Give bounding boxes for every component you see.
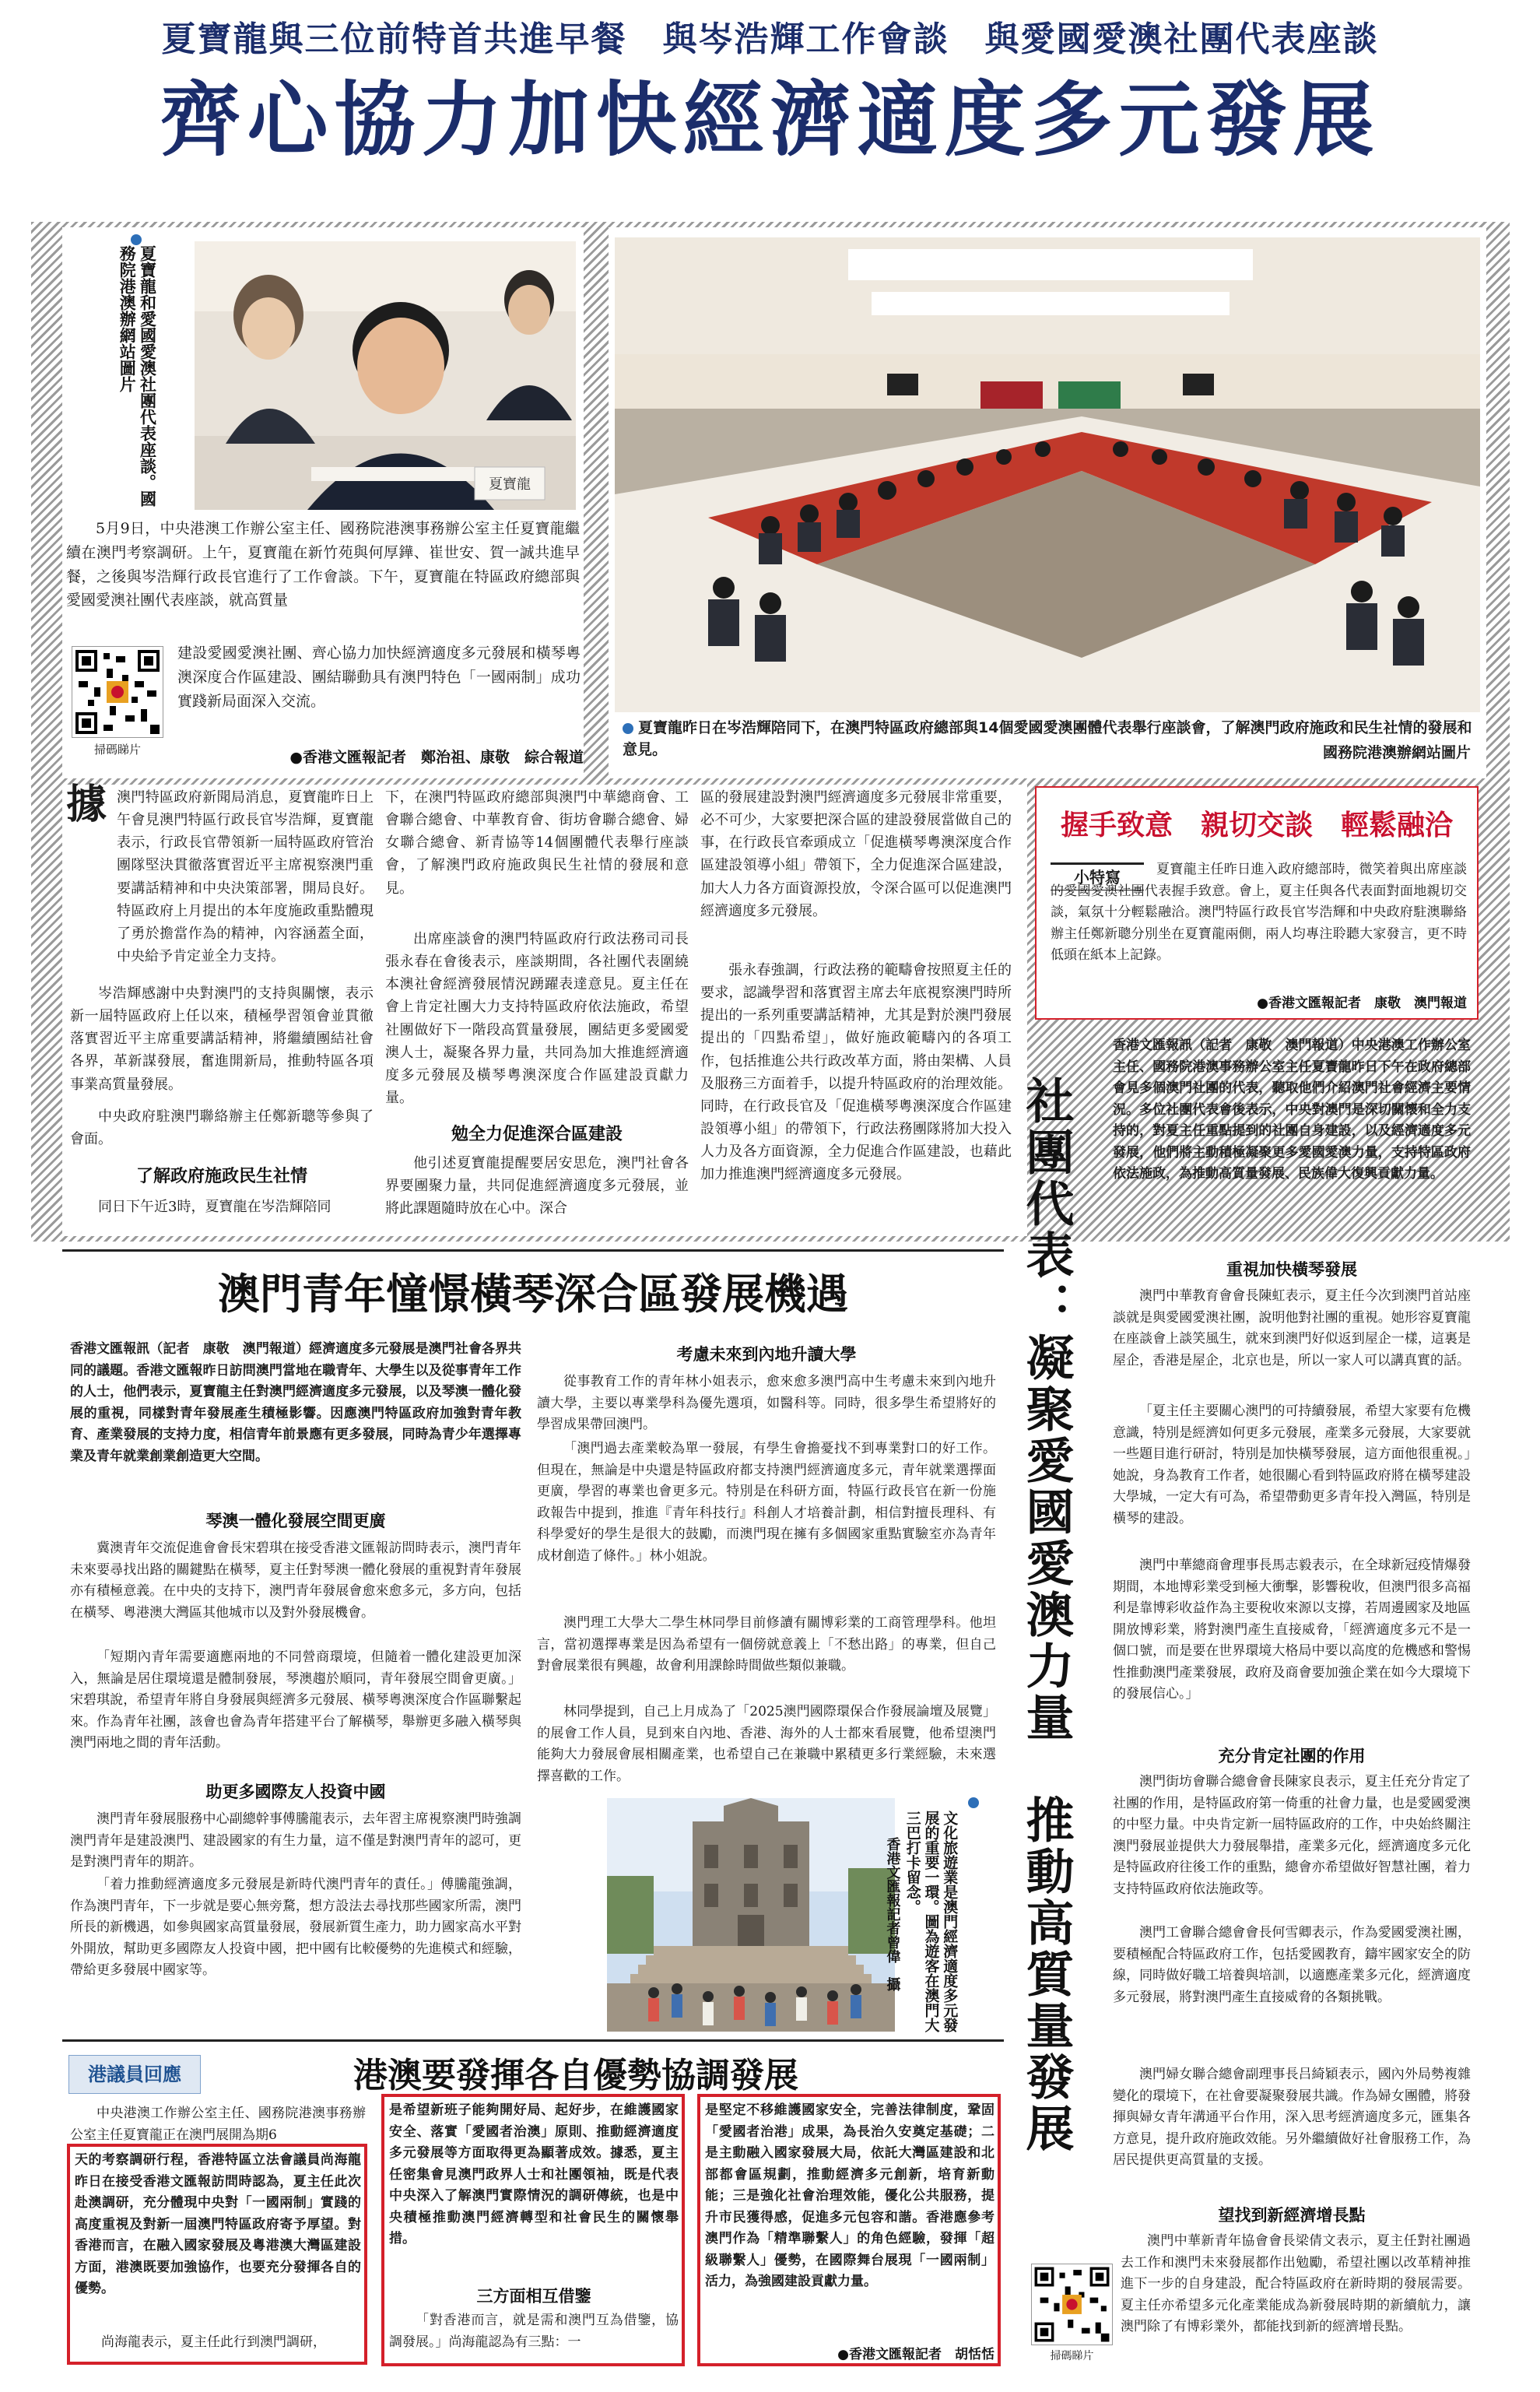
youth-paragraph-9: 林同學提到，自己上月成為了「2025澳門國際環保合作發展論壇及展覽」的展會工作人員，見到來自內地、香港、海外的人士都來看展覽，他希望澳門能夠大力發展會展相關產業，也希望自己在兼職中累積更多行業經驗，未來選擇喜歡的工作。 [537, 1704, 996, 1784]
youth-paragraph-3: 「短期內青年需要適應兩地的不同營商環境，但隨着一體化建設更加深入，無論是居住環境還是體制發展，琴澳趨於順同，青年發展空間會更廣。」宋碧琪說，希望青年將自身發展與經濟多元發展、橫琴粵澳深度合作區聯繫起來。作為青年社團，該會也會為青年搭建平台了解橫琴，舉辦更多融入橫琴與澳門兩地之間的青年活動。 [70, 1649, 521, 1751]
qr-label-right: 掃碼睇片 [1050, 2350, 1094, 2362]
bottom-col1-paragraph: 天的考察調研行程，香港特區立法會議員尚海龍昨日在接受香港文匯報訪問時認為，夏主任此次赴澳調研，充分體現中央對「一國兩制」實踐的高度重視及對新一屆澳門特區政府寄予厚望。對香港而言，在融入國家發展及粵港澳大灣區建設方面，港澳既要加強協作，也要充分發揮各自的優勢。 [75, 2152, 361, 2297]
qr-icon [72, 647, 163, 737]
bottom-tag [68, 2055, 201, 2094]
col2-subhead: 勉全力促進深合區建設 [451, 1125, 623, 1144]
col3-paragraph-1: 區的發展建設對澳門經濟適度多元發展非常重要，必不可少，大家要把深合區的建設發展當做自己的事，在行政長官牽頭成立「促進橫琴粵澳深度合作區建設領導小組」帶領下，全力促進深合區建設，加大人力各方面資源投放，令深合區可以促進澳門經濟適度多元發展。 [700, 789, 1012, 919]
right-photo [615, 237, 1480, 712]
right-col-paragraph-1: 香港文匯報訊（記者 康敬 澳門報道）中央港澳工作辦公室主任、國務院港澳事務辦公室主任夏寶龍昨日下午在政府總部會見多個澳門社團的代表，聽取他們介紹澳門社會經濟主要情況。多位社團代表會後表示，中央對澳門是深切關懷和全力支持的，對夏主任重點提到的社團自身建設，以及經濟適度多元發展，他們將主動積極凝聚更多愛國愛澳力量，支持特區政府依法施政，為推動高質量發展、民族偉大復興貢獻力量。 [1113, 1038, 1471, 1182]
feature-title: 握手致意 親切交談 輕鬆融洽 [1060, 810, 1453, 841]
qr-icon [1032, 2264, 1112, 2345]
right-col-paragraph-3: 「夏主任主要關心澳門的可持續發展，希望大家要有危機意識，特別是經濟如何更多元發展，產業多元發展，大家要就一些題目進行研討，特別是加快橫琴發展，這方面他很重視。」她說，身為教育工作者，她很關心看到特區政府將在橫琴建設大學城，一定大有可為，希望帶動更多青年投入灣區，特別是橫琴的建設。 [1113, 1403, 1471, 1526]
bottom-title: 港澳要發揮各自優勢協調發展 [353, 2056, 798, 2095]
caption-dot-icon [623, 723, 633, 734]
right-photo-credit: 國務院港澳辦網站圖片 [1322, 744, 1471, 761]
youth-subhead-3: 考慮未來到內地升讀大學 [676, 1345, 857, 1364]
youth-subhead-2: 助更多國際友人投資中國 [205, 1783, 386, 1801]
nameplate-text: 夏寶龍 [489, 476, 531, 493]
youth-subhead-1: 琴澳一體化發展空間更廣 [205, 1512, 386, 1530]
lead-byline: ●香港文匯報記者 鄭治祖、康敬 綜合報道 [289, 749, 584, 766]
vertical-section-title: 社團代表：凝聚愛國愛澳力量 推動高質量發展 [1018, 1076, 1075, 2155]
dropcap: 據 [66, 781, 107, 828]
bottom-col2-paragraph-2: 「對香港而言，就是需和澳門互為借鑒，協調發展。」尚海龍認為有三點：一 [389, 2313, 679, 2350]
main-headline: 齊心協力加快經濟適度多元發展 [160, 72, 1380, 167]
col1-paragraph-3: 中央政府駐澳門聯絡辦主任鄭新聰等參與了會面。 [70, 1108, 374, 1148]
ruins-photo-credit: 香港文匯報記者曾偉 攝 [884, 1837, 901, 1991]
right-col-paragraph-6: 澳門工會聯合總會會長何雪卿表示，作為愛國愛澳社團，要積極配合特區政府工作，包括愛國教育，鑄牢國家安全的防線，同時做好職工培養與培訓，以適應產業多元化，經濟適度多元發展，將對澳門產生直接威脅的各類挑戰。 [1113, 1925, 1471, 2005]
right-col-paragraph-4: 澳門中華總商會理事長馬志毅表示，在全球新冠疫情爆發期間，本地博彩業受到極大衝擊，影響稅收，但澳門很多高福利是靠博彩收益作為主要稅收來源以支撐，若周邊國家及地區開放博彩業，將對澳門產生直接威脅，「經濟適度多元不是一個口號，而是要在世界環境大格局中要以高度的危機感和警惕性推動澳門產業發展，政府及商會要加強企業在如今大環境下的發展信心。」 [1113, 1558, 1471, 1702]
col1-subhead: 了解政府施政民生社情 [135, 1167, 307, 1186]
left-photo-dot [131, 231, 146, 246]
youth-title: 澳門青年憧憬橫琴深合區發展機遇 [218, 1270, 848, 1319]
bottom-byline: ●香港文匯報記者 胡恬恬 [837, 2347, 995, 2362]
bottom-col1-paragraph-2: 尚海龍表示，夏主任此行到澳門調研， [101, 2334, 326, 2350]
youth-paragraph-5: 「着力推動經濟適度多元發展是新時代澳門青年的責任。」傅騰龍強調，作為澳門青年，下一步就是要心無旁騖，想方設法去尋找那些國家所需，澳門所長的新機遇，如參與國家高質量發展，發展新質生產力，助力國家高水平對外開放，幫助更多國際友人投資中國，把中國有比較優勢的先進模式和經驗，帶給更多發展中國家等。 [70, 1877, 521, 1979]
left-photo-caption: 夏寶龍和愛國愛澳社團代表座談。國務院港澳辦網站圖片 [118, 245, 157, 507]
ruins-caption-dot [968, 1794, 984, 1809]
bottom-lead: 中央港澳工作辦公室主任、國務院港澳事務辦公室主任夏寶龍正在澳門展開為期6 [70, 2106, 366, 2143]
ruins-photo-caption: 文化旅遊業是澳門經濟適度多元發展的重要一環。圖為遊客在澳門大三巴打卡留念。 [903, 1811, 959, 2032]
youth-paragraph-7: 「澳門過去產業較為單一發展，有學生會擔憂找不到專業對口的好工作。但現在，無論是中央還是特區政府都支持澳門經濟適度多元，青年就業選擇面更廣，學習的專業也會更多元。特別是在科研方面，特區行政長官在新一份施政報告中提到，推進『青年科技行』科創人才培養計劃，相信對擅長理科、有科學愛好的學生是很大的鼓勵，而澳門現在擁有多個國家重點實驗室亦為青年成材創造了條件。」林小姐說。 [537, 1441, 996, 1564]
right-col-subhead-2: 充分肯定社團的作用 [1218, 1747, 1366, 1765]
col2-paragraph-1: 下，在澳門特區政府總部與澳門中華總商會、工會聯合總會、中華教育會、街坊會聯合總會、婦女聯合總會、新青協等14個團體代表舉行座談會，了解澳門政府施政與民生社情的發展和意見。 [385, 789, 689, 897]
feature-tag-label: 小特寫 [1074, 868, 1121, 887]
bottom-tag-label: 港議員回應 [88, 2064, 181, 2085]
col1-paragraph-4: 同日下午近3時，夏寶龍在岑浩輝陪同 [98, 1199, 332, 1215]
kicker-subheadline: 夏寶龍與三位前特首共進早餐 與岑浩輝工作會談 與愛國愛澳社團代表座談 [161, 19, 1379, 59]
youth-paragraph-4: 澳門青年發展服務中心副總幹事傅騰龍表示，去年習主席視察澳門時強調澳門青年是建設澳門、建設國家的有生力量，這不僅是對澳門青年的認可，更是對澳門青年的期許。 [70, 1811, 521, 1870]
right-col-paragraph-7: 澳門婦女聯合總會副理事長吕綺穎表示，國內外局勢複雜變化的環境下，在社會要凝聚發展共識。作為婦女團體，將發揮與婦女青年溝通平台作用，深入思考經濟適度多元，匯集各方意見，提升政府施政效能。另外繼續做好社會服務工作，為居民提供更高質量的支援。 [1113, 2067, 1471, 2169]
feature-body: 夏寶龍主任昨日進入政府總部時，微笑着與出席座談的愛國愛澳社團代表握手致意。會上，夏主任與各代表面對面地親切交談，氣氛十分輕鬆融洽。澳門特區行政長官岑浩輝和中央政府駐澳聯絡辦主任鄭新聰分別坐在夏寶龍兩側，兩人均專注聆聽大家發言，更不時低頭在紙本上記錄。 [1051, 862, 1467, 964]
youth-paragraph-6: 從事教育工作的青年林小姐表示，愈來愈多澳門高中生考慮未來到內地升讀大學，主要以專業學科為優先選項，如醫科等。同時，很多學生希望將好的學習成果帶回澳門。 [537, 1374, 996, 1433]
bottom-divider [62, 2039, 1004, 2042]
qr-code-right [1031, 2264, 1113, 2345]
bottom-col3-paragraph: 是堅定不移維護國家安全，完善法律制度，鞏固「愛國者治港」成果，為長治久安奠定基礎；二是主動融入國家發展大局，依託大灣區建設和北部都會區規劃，推動經濟多元創新，培育新動能；三是強化社會治理效能，優化公共服務，提升市民獲得感，促進多元包容和諧。香港應參考澳門作為「精準聯繫人」的角色經驗，發揮「超級聯繫人」優勢，在國際舞台展現「一國兩制」活力，為強國建設貢獻力量。 [705, 2102, 995, 2290]
col3-paragraph-2: 張永春強調，行政法務的範疇會按照夏主任的要求，認識學習和落實習主席去年底視察澳門時所提出的一系列重要講話精神，尤其是對於澳門發展提出的「四點希望」，做好施政範疇內的各項工作，包括推進公共行政改革方面，將由架構、人員及服務三方面着手，以提升特區政府的治理效能。同時，在行政長官及「促進橫琴粵澳深度合作區建設領導小組」的帶領下，行政法務團隊將加大投入人力及各方面資源，全力促進合作區建設，也藉此加力推進澳門經濟適度多元發展。 [700, 962, 1012, 1183]
right-col-paragraph-8: 澳門中華新青年協會會長梁倩文表示，夏主任對社團過去工作和澳門未來發展都作出勉勵，希望社團以改革精神推進下一步的自身建設，配合特區政府在新時期的發展需要。夏主任亦希望多元化產業能成為新發展時期的新續航力，讓澳門除了有博彩業外，都能找到新的經濟增長點。 [1121, 2233, 1471, 2335]
youth-paragraph-1: 香港文匯報訊（記者 康敬 澳門報道）經濟適度多元發展是澳門社會各界共同的議題。香港文匯報昨日訪問澳門當地在職青年、大學生以及從事青年工作的人士，他們表示，夏寶龍主任對澳門經濟適度多元發展，以及琴澳一體化發展的重視，同樣對青年發展產生積極影響。因應澳門特區政府加強對青年教育、產業發展的支持力度，相信青年前景應有更多發展，同時為青少年選擇專業及青年就業創業創造更大空間。 [70, 1341, 521, 1464]
youth-paragraph-8: 澳門理工大學大二學生林同學目前修讀有關博彩業的工商管理學科。他坦言，當初選擇專業是因為希望有一個傍就意義上「不愁出路」的專業，但自己對會展業很有興趣，故會利用課餘時間做些類似兼職。 [537, 1615, 996, 1674]
youth-paragraph-2: 冀澳青年交流促進會會長宋碧琪在接受香港文匯報訪問時表示，澳門青年未來要尋找出路的關鍵點在橫琴，夏主任對琴澳一體化發展的重視對青年發展亦有積極意義。在中央的支持下，澳門青年發展會愈來愈多元，多方向，包括在橫琴、粵港澳大灣區其他城市以及對外發展機會。 [70, 1540, 521, 1621]
col2-paragraph-2: 出席座談會的澳門特區政府行政法務司司長張永春在會後表示，座談期間，各社團代表圍繞本澳社會經濟發展情況踴躍表達意見。夏主任在會上肯定社團大力支持特區政府依法施政，希望社團做好下一階段高質量發展，團結更多愛國愛澳人士，凝聚各界力量，共同為加大推進經濟適度多元發展及橫琴粵澳深度合作區建設貢獻力量。 [385, 931, 689, 1107]
right-col-paragraph-2: 澳門中華教育會會長陳虹表示，夏主任今次到澳門首站座談就是與愛國愛澳社團，說明他對社團的重視。她形容夏寶龍在座談會上談笑風生，就來到澳門好似返到屋企一樣，這裏是屋企，香港是屋企，北京也是，所以一家人可以講真實的話。 [1113, 1288, 1471, 1368]
feature-byline: ●香港文匯報記者 康敬 澳門報道 [1257, 996, 1467, 1011]
youth-divider [62, 1249, 1004, 1252]
col1-paragraph-1: 澳門特區政府新聞局消息，夏寶龍昨日上午會見澳門特區行政長官岑浩輝，夏寶龍表示，行政長官帶領新一屆特區政府管治團隊堅決貫徹落實習近平主席視察澳門重要講話精神和中央決策部署，開局良好。特區政府上月提出的本年度施政重點體現了勇於擔當作為的精神，內容涵蓋全面，中央給予肯定並全力支持。 [117, 789, 374, 965]
col2-paragraph-3: 他引述夏寶龍提醒要居安思危，澳門社會各界要團聚力量，共同促進經濟適度多元發展，並將此課題隨時放在心中。深合 [385, 1155, 689, 1217]
left-photo [195, 241, 576, 510]
right-col-subhead-1: 重視加快橫琴發展 [1226, 1260, 1357, 1279]
ruins-photo [607, 1798, 895, 2032]
bottom-col2-subhead: 三方面相互借鑒 [476, 2287, 591, 2306]
col1-paragraph-2: 岑浩輝感謝中央對澳門的支持與關懷，表示新一屆特區政府上任以來，積極學習領會並貫徹落實習近平主席重要講話精神，將繼續團結社會各界，革新謀發展，奮進開新局，推動特區各項事業高質量發展。 [70, 985, 374, 1093]
right-col-paragraph-5: 澳門街坊會聯合總會會長陳家良表示，夏主任充分肯定了社團的作用，是特區政府第一倚重的社會力量，也是愛國愛澳的中堅力量。中央肯定新一屆特區政府的工作，中央始終關注澳門發展並提供大力發展舉措，產業多元化，經濟適度多元化是特區政府往後工作的重點，總會亦希望做好智慧社團，着力支持特區政府依法施政等。 [1113, 1774, 1471, 1897]
lead-paragraph: 5月9日，中央港澳工作辦公室主任、國務院港澳事務辦公室主任夏寶龍繼續在澳門考察調研。上午，夏寶龍在新竹苑與何厚鏵、崔世安、賀一誠共進早餐，之後與岑浩輝行政長官進行了工作會談。下午，夏寶龍在特區政府總部與愛國愛澳社團代表座談，就高質量 [66, 520, 580, 609]
qr-label-lead: 掃碼睇片 [93, 743, 141, 757]
qr-code-lead [72, 646, 163, 738]
right-photo-caption-text: 夏寶龍昨日在岑浩輝陪同下，在澳門特區政府總部與14個愛國愛澳團體代表舉行座談會，了解澳門政府施政和民生社情的發展和意見。 [623, 719, 1472, 758]
bottom-col2-paragraph-1: 是希望新班子能夠開好局、起好步，在維護國家安全、落實「愛國者治澳」原則、推動經濟適度多元發展等方面取得更為顯著成效。據悉，夏主任密集會見澳門政界人士和社團領袖，既是代表中央深入了解澳門實際情況的調研傳統，也是中央積極推動澳門經濟轉型和社會民生的關懷舉措。 [389, 2102, 679, 2247]
lead-paragraph-2: 建設愛國愛澳社團、齊心協力加快經濟適度多元發展和橫琴粵澳深度合作區建設、團結聯動具有澳門特色「一國兩制」成功實踐新局面深入交流。 [177, 645, 581, 710]
right-col-subhead-3: 望找到新經濟增長點 [1218, 2206, 1366, 2225]
